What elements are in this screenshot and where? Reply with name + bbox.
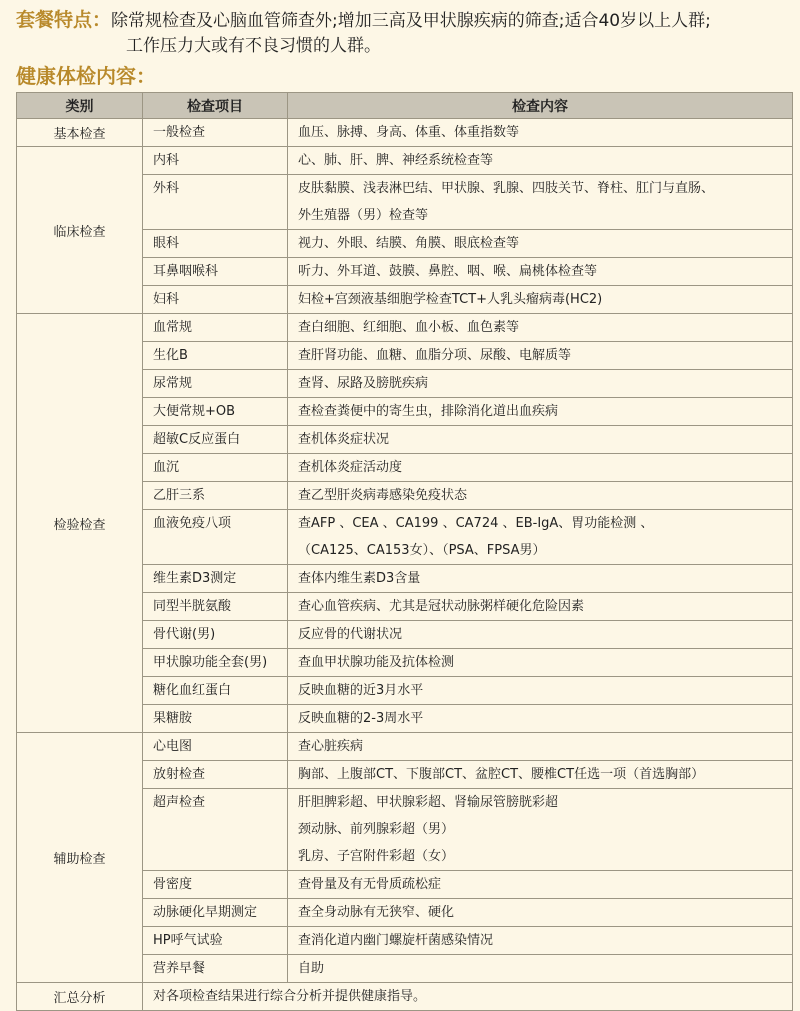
item-cell xyxy=(143,230,288,258)
content-line: 查体内维生素D3含量 xyxy=(298,571,421,586)
content-cell xyxy=(288,230,793,258)
item-cell xyxy=(143,649,288,677)
item-label: 营养早餐 xyxy=(153,961,206,976)
content-cell xyxy=(288,175,793,230)
content-line: 查骨量及有无骨质疏松症 xyxy=(298,877,442,892)
item-label: 血液免疫八项 xyxy=(153,516,232,531)
item-cell xyxy=(143,789,288,871)
item-label: 妇科 xyxy=(153,292,180,307)
item-cell xyxy=(143,593,288,621)
item-cell xyxy=(143,899,288,927)
content-cell xyxy=(288,510,793,565)
category-cell: 基本检查 xyxy=(17,119,143,147)
item-label: 动脉硬化早期测定 xyxy=(153,905,258,920)
content-cell xyxy=(288,871,793,899)
content-cell xyxy=(288,370,793,398)
item-cell xyxy=(143,761,288,789)
content-cell xyxy=(288,761,793,789)
category-cell: 辅助检查 xyxy=(17,733,143,983)
content-line: 妇检+宫颈液基细胞学检查TCT+人乳头瘤病毒(HC2) xyxy=(298,292,603,307)
item-cell xyxy=(143,454,288,482)
item-cell xyxy=(143,342,288,370)
table-row xyxy=(17,733,793,761)
category-cell: 检验检查 xyxy=(17,314,143,733)
item-label: 骨代谢(男) xyxy=(153,627,216,642)
content-line: 反映血糖的近3月水平 xyxy=(298,683,424,698)
content-cell xyxy=(288,899,793,927)
exam-table xyxy=(16,92,793,1011)
content-line: 查AFP 、CEA 、CA199 、CA724 、EB-IgA、胃功能检测 、 xyxy=(298,516,654,531)
content-line: 查全身动脉有无狭窄、硬化 xyxy=(298,905,455,920)
item-label: 超声检查 xyxy=(153,795,206,810)
content-line: 查乙型肝炎病毒感染免疫状态 xyxy=(298,488,468,503)
summary-content: 对各项检查结果进行综合分析并提供健康指导。 xyxy=(153,989,427,1004)
item-label: 血常规 xyxy=(153,320,193,335)
content-cell xyxy=(288,649,793,677)
item-label: 乙肝三系 xyxy=(153,488,206,503)
content-line: 乳房、子宫附件彩超（女） xyxy=(298,849,455,864)
content-cell xyxy=(288,398,793,426)
content-line: 心、肺、肝、脾、神经系统检查等 xyxy=(298,153,494,168)
summary-row xyxy=(17,983,793,1011)
content-line: 胸部、上腹部CT、下腹部CT、盆腔CT、腰椎CT任选一项（首选胸部） xyxy=(298,767,705,782)
item-cell xyxy=(143,482,288,510)
header-category: 类别 xyxy=(17,93,143,119)
content-cell xyxy=(288,147,793,175)
content-cell xyxy=(288,258,793,286)
item-label: 维生素D3测定 xyxy=(153,571,237,586)
table-row xyxy=(17,119,793,147)
item-label: 同型半胱氨酸 xyxy=(153,599,232,614)
item-cell xyxy=(143,565,288,593)
item-cell xyxy=(143,871,288,899)
content-cell xyxy=(288,565,793,593)
content-line: 查白细胞、红细胞、血小板、血色素等 xyxy=(298,320,520,335)
content-line: 查肾、尿路及膀胱疾病 xyxy=(298,376,429,391)
content-line: 反应骨的代谢状况 xyxy=(298,627,403,642)
features-label: 套餐特点： xyxy=(16,9,112,31)
content-cell xyxy=(288,454,793,482)
content-line: 查机体炎症状况 xyxy=(298,432,390,447)
content-line: 听力、外耳道、鼓膜、鼻腔、咽、喉、扁桃体检查等 xyxy=(298,264,598,279)
content-line: 视力、外眼、结膜、角膜、眼底检查等 xyxy=(298,236,520,251)
item-label: 耳鼻咽喉科 xyxy=(153,264,219,279)
item-cell xyxy=(143,398,288,426)
content-cell xyxy=(288,677,793,705)
table-row xyxy=(17,314,793,342)
content-line: 查心脏疾病 xyxy=(298,739,364,754)
content-line: （CA125、CA153女）、（PSA、FPSA男） xyxy=(298,543,546,558)
item-label: 血沉 xyxy=(153,460,180,475)
content-cell xyxy=(288,927,793,955)
content-line: 肝胆脾彩超、甲状腺彩超、肾输尿管膀胱彩超 xyxy=(298,795,559,810)
section-title: 健康体检内容： xyxy=(16,64,156,88)
item-label: 尿常规 xyxy=(153,376,193,391)
content-line: 反映血糖的2-3周水平 xyxy=(298,711,424,726)
item-label: 骨密度 xyxy=(153,877,193,892)
content-cell xyxy=(288,705,793,733)
item-cell xyxy=(143,258,288,286)
item-cell xyxy=(143,147,288,175)
item-cell xyxy=(143,175,288,230)
content-cell xyxy=(288,482,793,510)
header-content: 检查内容 xyxy=(288,93,793,119)
content-line: 外生殖器（男）检查等 xyxy=(298,208,429,223)
item-label: 眼科 xyxy=(153,236,180,251)
item-cell xyxy=(143,119,288,147)
summary-category-cell: 汇总分析 xyxy=(17,983,143,1011)
item-cell xyxy=(143,927,288,955)
content-cell xyxy=(288,789,793,871)
table-header-row xyxy=(17,93,793,119)
content-line: 自助 xyxy=(298,961,325,976)
content-line: 查血甲状腺功能及抗体检测 xyxy=(298,655,455,670)
table-row xyxy=(17,147,793,175)
content-cell xyxy=(288,621,793,649)
item-cell xyxy=(143,955,288,983)
package-features xyxy=(16,8,792,59)
summary-content-cell xyxy=(143,983,793,1011)
content-cell xyxy=(288,119,793,147)
item-cell xyxy=(143,314,288,342)
item-label: 生化B xyxy=(153,348,188,363)
item-label: 一般检查 xyxy=(153,125,206,140)
item-cell xyxy=(143,286,288,314)
content-cell xyxy=(288,733,793,761)
content-line: 查机体炎症活动度 xyxy=(298,460,403,475)
content-line: 查检查粪便中的寄生虫，排除消化道出血疾病 xyxy=(298,404,559,419)
item-label: 心电图 xyxy=(153,739,193,754)
item-label: 超敏C反应蛋白 xyxy=(153,432,241,447)
content-cell xyxy=(288,593,793,621)
content-line: 血压、脉搏、身高、体重、体重指数等 xyxy=(298,125,520,140)
item-cell xyxy=(143,705,288,733)
item-cell xyxy=(143,677,288,705)
content-line: 查消化道内幽门螺旋杆菌感染情况 xyxy=(298,933,494,948)
content-line: 查肝肾功能、血糖、血脂分项、尿酸、电解质等 xyxy=(298,348,572,363)
content-cell xyxy=(288,342,793,370)
category-cell: 临床检查 xyxy=(17,147,143,314)
item-label: 内科 xyxy=(153,153,180,168)
item-label: 果糖胺 xyxy=(153,711,193,726)
item-label: 放射检查 xyxy=(153,767,206,782)
item-label: 甲状腺功能全套(男) xyxy=(153,655,268,670)
header-item: 检查项目 xyxy=(143,93,288,119)
content-cell xyxy=(288,426,793,454)
item-label: 外科 xyxy=(153,181,180,196)
table-body xyxy=(17,119,793,1011)
features-line-1: 除常规检查及心脑血管筛查外;增加三高及甲状腺疾病的筛查;适合40岁以上人群; xyxy=(111,11,711,31)
content-line: 皮肤黏膜、浅表淋巴结、甲状腺、乳腺、四肢关节、脊柱、肛门与直肠、 xyxy=(298,181,715,196)
item-label: 糖化血红蛋白 xyxy=(153,683,232,698)
content-line: 查心血管疾病、尤其是冠状动脉粥样硬化危险因素 xyxy=(298,599,585,614)
content-line: 颈动脉、前列腺彩超（男） xyxy=(298,822,455,837)
item-cell xyxy=(143,510,288,565)
content-cell xyxy=(288,955,793,983)
item-cell xyxy=(143,621,288,649)
item-cell xyxy=(143,426,288,454)
features-line-2: 工作压力大或有不良习惯的人群。 xyxy=(126,36,381,56)
content-cell xyxy=(288,286,793,314)
content-cell xyxy=(288,314,793,342)
item-cell xyxy=(143,733,288,761)
item-label: HP呼气试验 xyxy=(153,933,223,948)
item-label: 大便常规+OB xyxy=(153,404,236,419)
item-cell xyxy=(143,370,288,398)
